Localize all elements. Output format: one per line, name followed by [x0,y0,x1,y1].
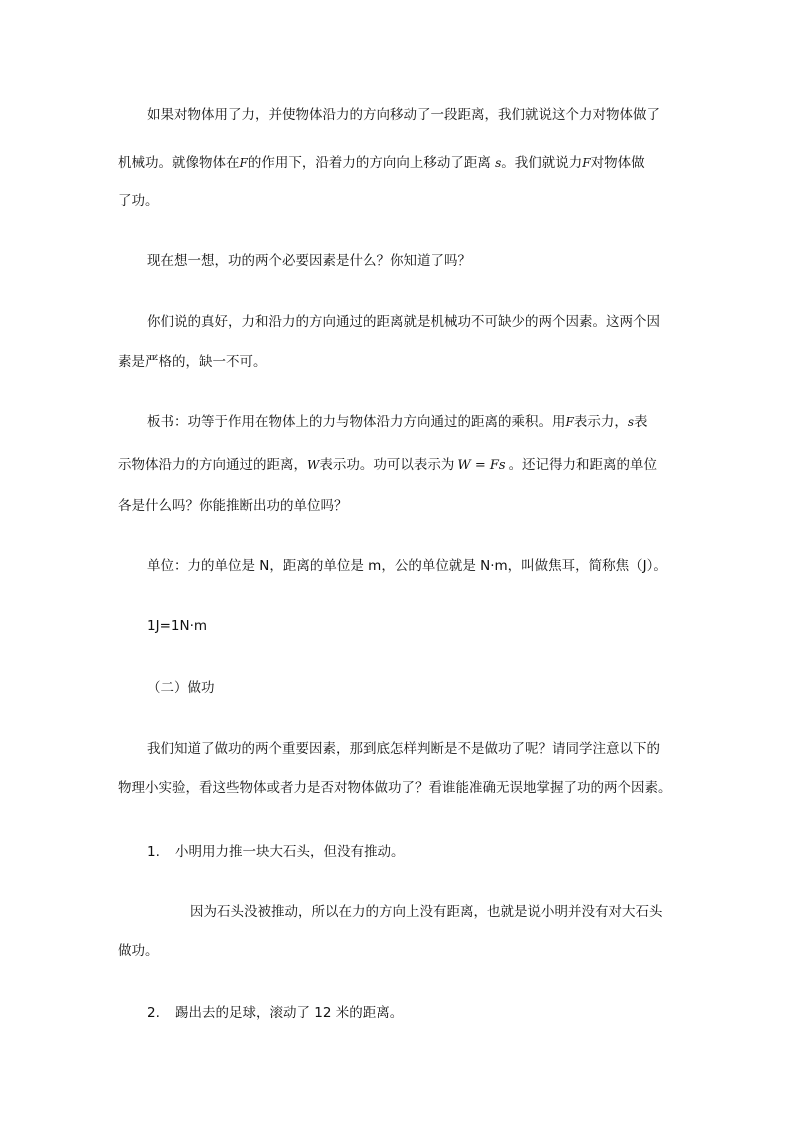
text-run: 对物体做 [590,155,645,171]
paragraph-line: 做功。 [118,943,159,959]
list-item [147,1004,403,1022]
variable-W: W [307,458,320,472]
work-formula: W = Fs [457,458,506,473]
variable-F: F [565,415,574,429]
paragraph-line: 1J=1N·m [147,618,208,634]
paragraph-line [118,456,657,475]
paragraph-line: 各是什么吗？你能推断出功的单位吗？ [118,498,348,514]
text-run: 表示功。功可以表示为 [319,457,455,473]
variable-F: F [582,156,591,170]
paragraph-line: 你们说的真好，力和沿力的方向通过的距离就是机械功不可缺少的两个因素。这两个因 [147,314,660,330]
list-number: 1. [147,844,160,860]
section-heading: （二）做功 [147,680,215,696]
paragraph-line: 单位：力的单位是 N，距离的单位是 m，公的单位就是 N·m，叫做焦耳，简称焦（J）。 [147,558,667,574]
variable-s: s [495,156,502,170]
list-item-text: 小明用力推一块大石头，但没有推动。 [175,844,405,860]
text-run: 板书：功等于作用在物体上的力与物体沿力方向通过的距离的乘积。用 [147,414,566,430]
variable-F: F [239,156,248,170]
text-run: 。我们就说力 [501,155,583,171]
variable-s: s [627,415,634,429]
paragraph-line: 我们知道了做功的两个重要因素，那到底怎样判断是不是做功了呢？请同学注意以下的 [147,741,660,757]
text-run: 的作用下，沿着力的方向向上移动了距离 [247,155,491,171]
paragraph-line [118,154,645,172]
text-run: 示物体沿力的方向通过的距离， [118,457,307,473]
text-run: 。还记得力和距离的单位 [508,457,658,473]
paragraph-line: 了功。 [118,193,159,209]
paragraph-line: 素是严格的，缺一不可。 [118,354,267,370]
paragraph-line: 因为石头没被推动，所以在力的方向上没有距离，也就是说小明并没有对大石头 [190,904,663,920]
list-item [147,843,405,861]
paragraph-line: 如果对物体用了力，并使物体沿力的方向移动了一段距离，我们就说这个力对物体做了 [147,107,660,123]
text-run: 机械功。就像物体在 [118,155,240,171]
paragraph-line: 物理小实验，看这些物体或者力是否对物体做功了？看谁能准确无误地掌握了功的两个因素。 [118,780,672,796]
text-run: 表示力， [573,414,628,430]
list-item-text: 踢出去的足球，滚动了 12 米的距离。 [175,1005,404,1021]
paragraph-line [147,413,648,431]
text-run: 表 [634,414,648,430]
paragraph-line: 现在想一想，功的两个必要因素是什么？你知道了吗？ [147,253,471,269]
list-number: 2. [147,1005,160,1021]
